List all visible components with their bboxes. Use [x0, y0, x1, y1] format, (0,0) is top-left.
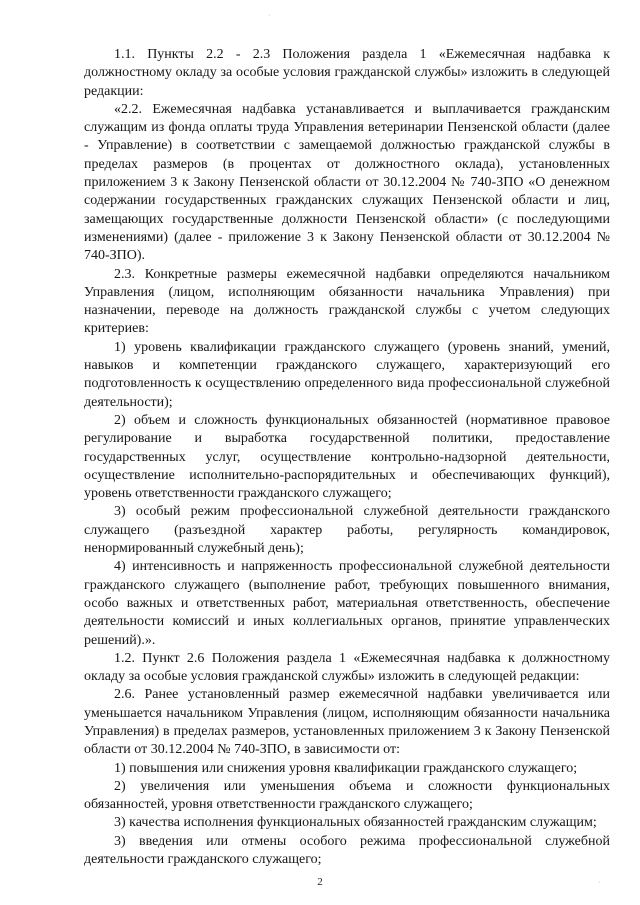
paragraph-2-3: 2.3. Конкретные размеры ежемесячной надбавки определяются начальником Управления (лицом, исполняющим обязанности начальника Управления) при назначении, переводе на должность гражданской службы с учетом следующих критериев: — [84, 266, 610, 337]
condition-3: 3) качества исполнения функциональных обязанностей гражданским служащим; — [114, 815, 597, 831]
criterion-4: 4) интенсивность и напряженность профессиональной служебной деятельности гражданского служащего (выполнение работ, требующих повышенного внимания, особо важных и ответственных работ, материальная ответственность, обеспечение деятельности комиссий и иных коллегиальных органов, принятие управленческих решений).». — [84, 559, 610, 648]
criterion-1: 1) уровень квалификации гражданского служащего (уровень знаний, умений, навыков и компетенции гражданского служащего, характеризующий его подготовленность к осуществлению определенного вида профессиональной служебной деятельности); — [84, 339, 610, 410]
condition-1: 1) повышения или снижения уровня квалификации гражданского служащего; — [114, 760, 578, 776]
page-number: 2 — [317, 876, 323, 888]
paragraph-2-2: «2.2. Ежемесячная надбавка устанавливается и выплачивается гражданским служащим из фонда оплаты труда Управления ветеринарии Пензенской области (далее - Управление) в соответствии с замещаемой должностью гражданской службы в пределах размеров (в процентах от должностного оклада), установленных приложением 3 к Закону Пензенской области от 30.12.2004 № 740-ЗПО «О денежном содержании государственных гражданских служащих Пензенской области и лиц, замещающих государственные должности Пензенской области» (с последующими изменениями) (далее - приложение 3 к Закону Пензенской области от 30.12.2004 № 740-ЗПО). — [84, 101, 610, 264]
criterion-2: 2) объем и сложность функциональных обязанностей (нормативное правовое регулирование и выработка государственной политики, предоставление государственных услуг, осуществление контрольно-надзорной деятельности, осуществление исполнительно-распорядительных и обеспечивающих функций), уровень ответственности гражданского служащего; — [84, 412, 610, 502]
scan-artifact-mark: · — [268, 11, 271, 20]
paragraph-2-6: 2.6. Ранее установленный размер ежемесячной надбавки увеличивается или уменьшается начальником Управления (лицом, исполняющим обязанности начальника Управления) в пределах размеров, установленных приложением 3 к Закону Пензенской области от 30.12.2004 № 740-ЗПО, в зависимости от: — [84, 687, 610, 758]
paragraph-1-2: 1.2. Пункт 2.6 Положения раздела 1 «Ежемесячная надбавка к должностному окладу за особые условия гражданской службы» изложить в следующей редакции: — [84, 650, 610, 685]
condition-2: 2) увеличения или уменьшения объема и сложности функциональных обязанностей, уровня ответственности гражданского служащего; — [84, 778, 610, 813]
paragraph-1-1: 1.1. Пункты 2.2 - 2.3 Положения раздела 1 «Ежемесячная надбавка к должностному окладу за особые условия гражданской службы» изложить в следующей редакции: — [84, 47, 610, 99]
scan-artifact-mark: · — [598, 878, 601, 887]
document-body — [84, 46, 610, 869]
criterion-3: 3) особый режим профессиональной служебной деятельности гражданского служащего (разъездной характер работы, регулярность командировок, ненормированный служебный день); — [84, 504, 610, 557]
condition-3-repeat: 3) введения или отмены особого режима профессиональной служебной деятельности гражданского служащего; — [84, 833, 610, 868]
